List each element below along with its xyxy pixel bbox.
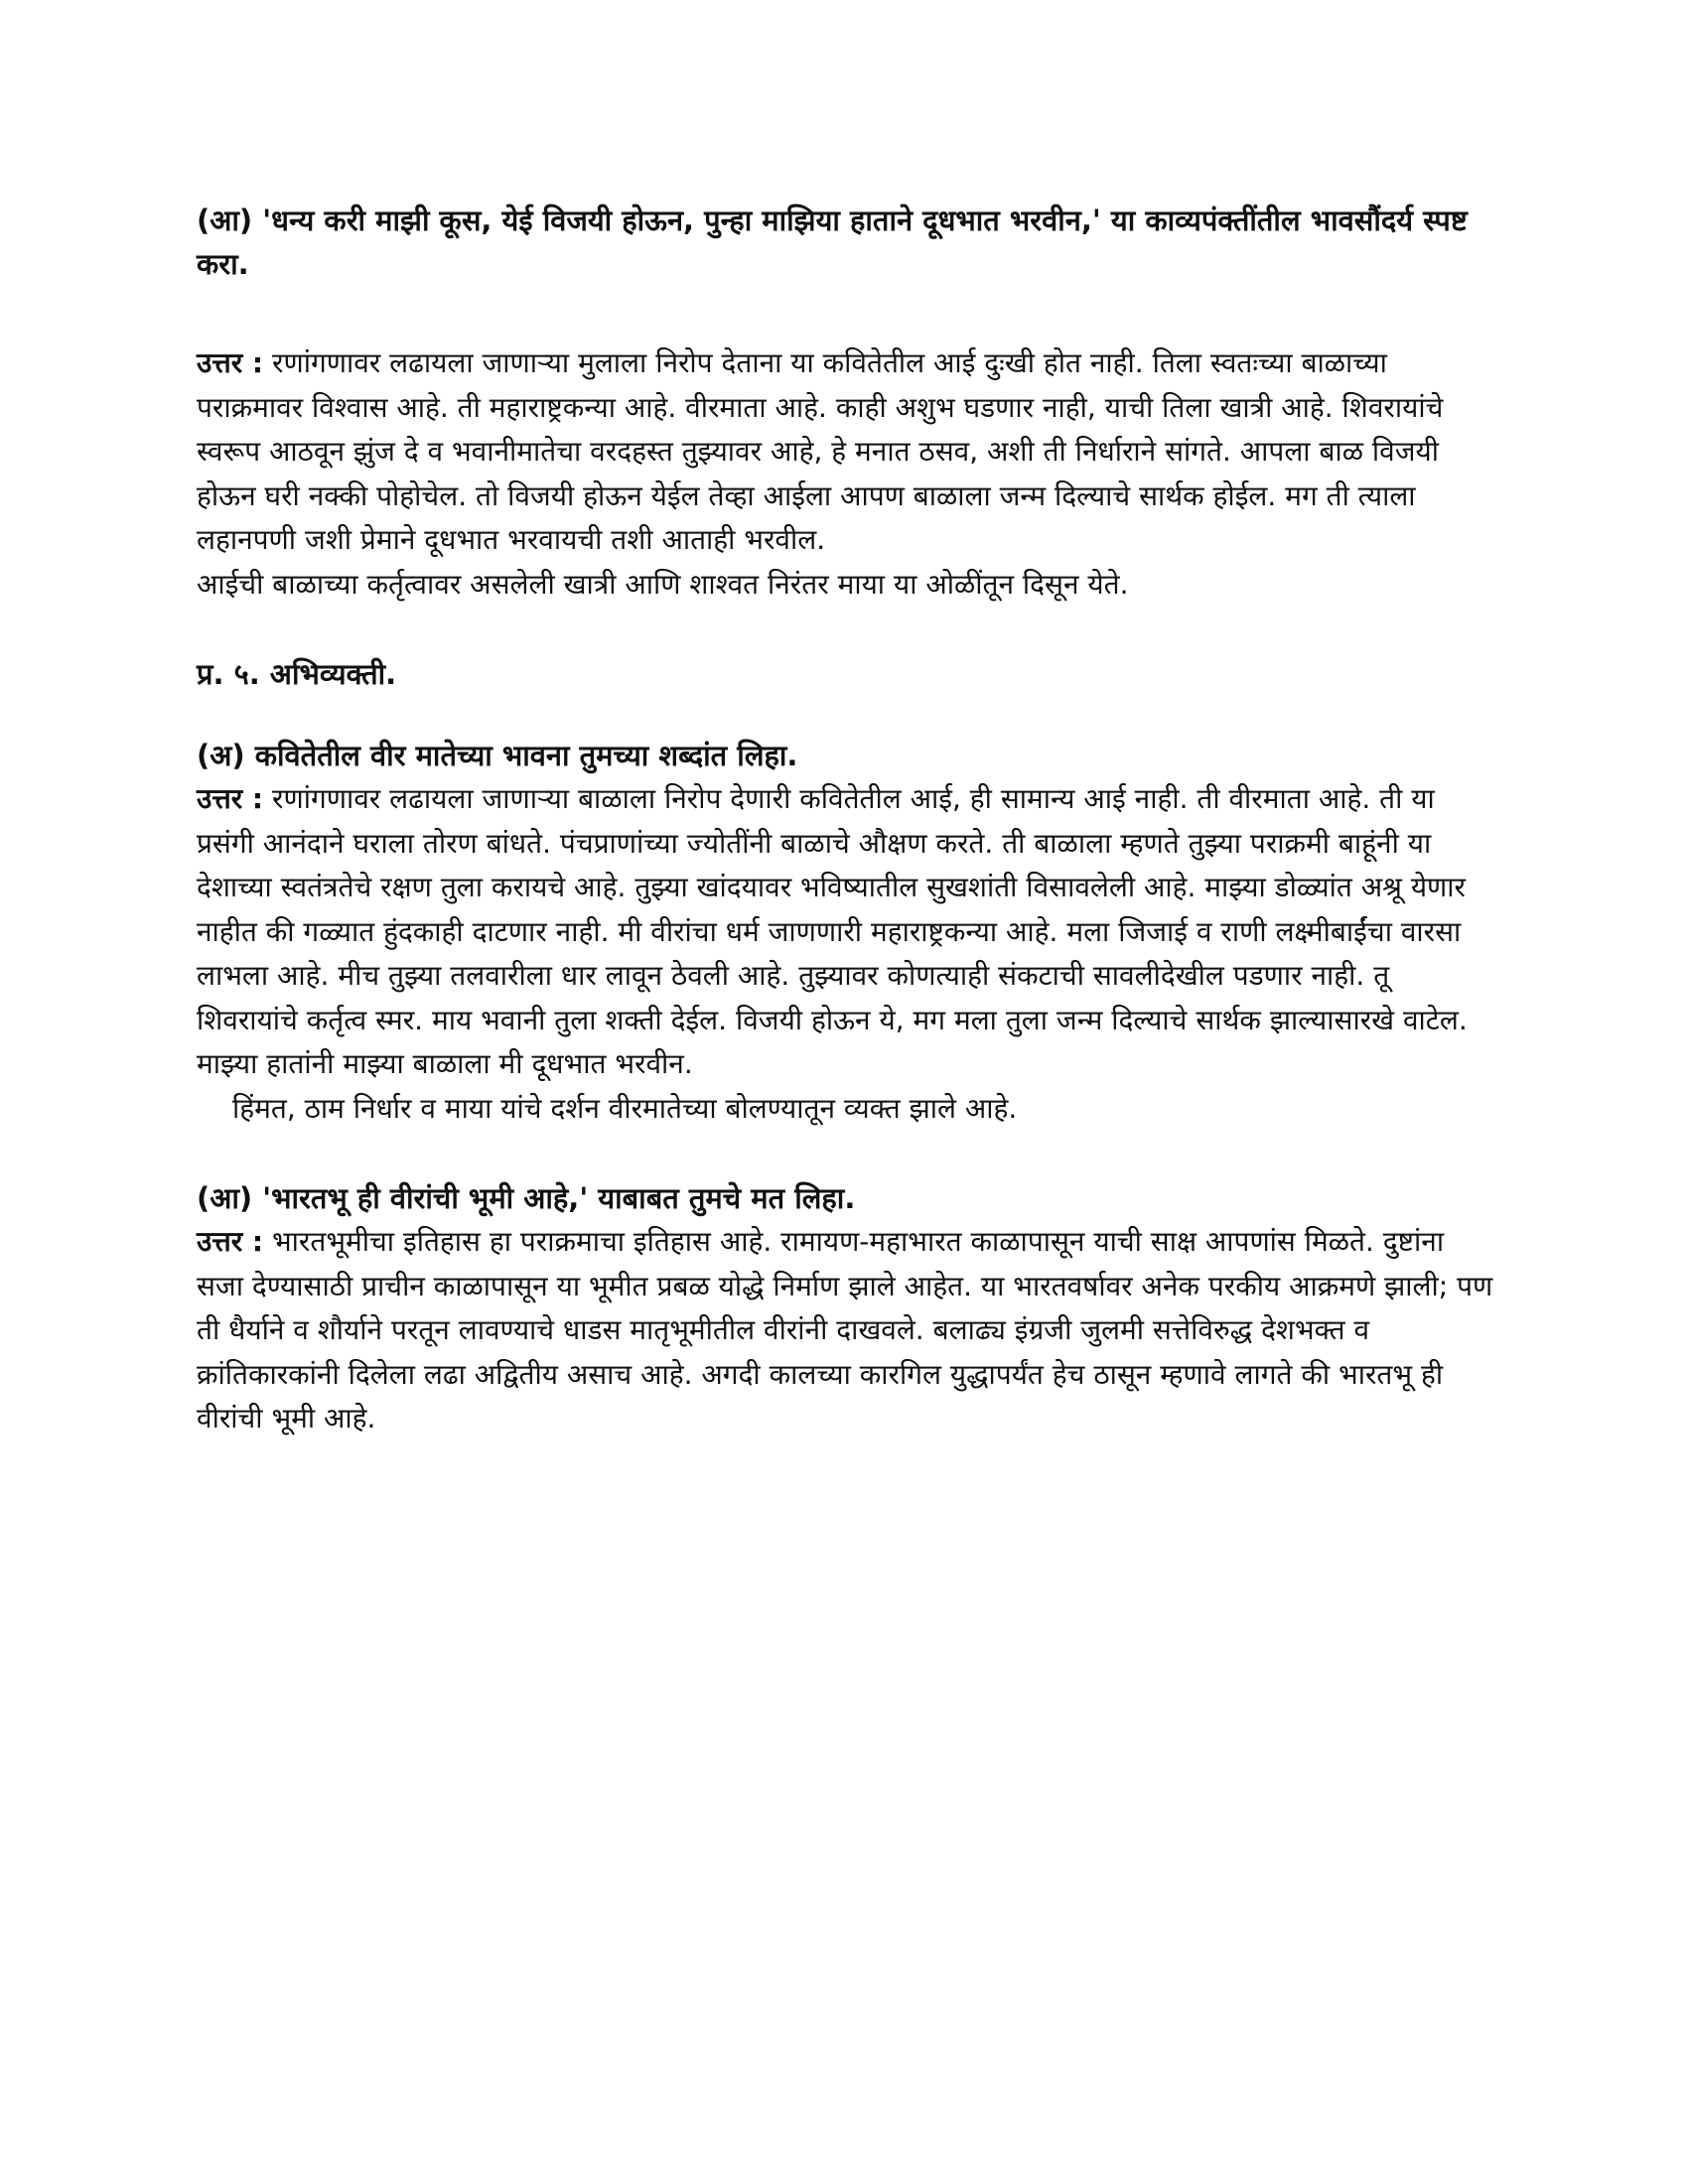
question-a-veer-mata: (अ) कवितेतील वीर मातेच्या भावना तुमच्या शब्दांत लिहा. [197,739,798,772]
spacer [197,696,1497,734]
spacer [197,607,1497,652]
answer-bharatbhu-text: भारतभूमीचा इतिहास हा पराक्रमाचा इतिहास आहे. रामायण-महाभारत काळापासून याची साक्ष आपणांस मिळते. दुष्टांना सजा देण्यासाठी प्राचीन काळापासून या भूमीत प्रबळ योद्धे निर्माण झाले आहेत. या भारतवर्षावर अनेक परकीय आक्रमणे झाली; पण ती धैर्याने व शौर्याने परतून लावण्याचे धाडस मातृभूमीतील वीरांनी दाखवले. बलाढ्य इंग्रजी जुलमी सत्तेविरुद्ध देशभक्त व क्रांतिकारकांनी दिलेला लढा अद्वितीय असाच आहे. अगदी कालच्या कारगिल युद्धापर्यंत हेच ठासून म्हणावे लागते की भारतभू ही वीरांची भूमी आहे. [197,1225,1493,1434]
answer-bharatbhu-block [197,1220,1497,1441]
answer-bharatbhu-paragraph [197,1220,1497,1441]
spacer [197,1131,1497,1176]
answer-label: उत्तर : [197,782,264,815]
answer-aa-paragraph [197,341,1497,563]
answer-a-conclusion: हिंमत, ठाम निर्धार व माया यांचे दर्शन वीरमातेच्या बोलण्यातून व्यक्त झाले आहे. [232,1091,1018,1125]
answer-label: उत्तर : [197,1225,264,1258]
answer-aa-text: रणांगणावर लढायला जाणाऱ्या मुलाला निरोप देताना या कवितेतील आई दुःखी होत नाही. तिला स्वतःच्या बाळाच्या पराक्रमावर विश्वास आहे. ती महाराष्ट्रकन्या आहे. वीरमाता आहे. काही अशुभ घडणार नाही, याची तिला खात्री आहे. शिवरायांचे स्वरूप आठवून झुंज दे व भवानीमातेचा वरदहस्त तुझ्यावर आहे, हे मनात ठसव, अशी ती निर्धाराने सांगते. आपला बाळ विजयी होऊन घरी नक्की पोहोचेल. तो विजयी होऊन येईल तेव्हा आईला आपण बाळाला जन्म दिल्याचे सार्थक होईल. मग ती त्याला लहानपणी जशी प्रेमाने दूधभात भरवायची तशी आताही भरवील. [197,346,1444,556]
answer-a-paragraph [197,777,1497,1087]
answer-label: उत्तर : [197,346,264,379]
document-page [197,199,1497,1441]
answer-aa-conclusion: आईची बाळाच्या कर्तृत्वावर असलेली खात्री आणि शाश्वत निरंतर माया या ओळींतून दिसून येते. [197,567,1129,601]
question-aa-poem-lines: (आ) 'धन्य करी माझी कूस, येई विजयी होऊन, पुन्हा माझिया हाताने दूधभात भरवीन,' या काव्यपंक्तींतील भावसौंदर्य स्पष्ट करा. [197,204,1468,281]
section-heading: प्र. ५. अभिव्यक्ती. [197,657,397,691]
answer-aa-block [197,341,1497,607]
answer-a-text: रणांगणावर लढायला जाणाऱ्या बाळाला निरोप देणारी कवितेतील आई, ही सामान्य आई नाही. ती वीरमाता आहे. ती या प्रसंगी आनंदाने घराला तोरण बांधते. पंचप्राणांच्या ज्योतींनी बाळाचे औक्षण करते. ती बाळाला म्हणते तुझ्या पराक्रमी बाहूंनी या देशाच्या स्वतंत्रतेचे रक्षण तुला करायचे आहे. तुझ्या खांदयावर भविष्यातील सुखशांती विसावलेली आहे. माझ्या डोळ्यांत अश्रू येणार नाहीत की गळ्यात हुंदकाही दाटणार नाही. मी वीरांचा धर्म जाणणारी महाराष्ट्रकन्या आहे. मला जिजाई व राणी लक्ष्मीबाईंचा वारसा लाभला आहे. मीच तुझ्या तलवारीला धार लावून ठेवली आहे. तुझ्यावर कोणत्याही संकटाची सावलीदेखील पडणार नाही. तू शिवरायांचे कर्तृत्व स्मर. माय भवानी तुला शक्ती देईल. विजयी होऊन ये, मग मला तुला जन्म दिल्याचे सार्थक झाल्यासारखे वाटेल. माझ्या हातांनी माझ्या बाळाला मी दूधभात भरवीन. [197,782,1468,1080]
question-aa-bharatbhu: (आ) 'भारतभू ही वीरांची भूमी आहे,' याबाबत तुमचे मत लिहा. [197,1181,856,1215]
answer-a-block [197,777,1497,1131]
spacer [197,286,1497,341]
